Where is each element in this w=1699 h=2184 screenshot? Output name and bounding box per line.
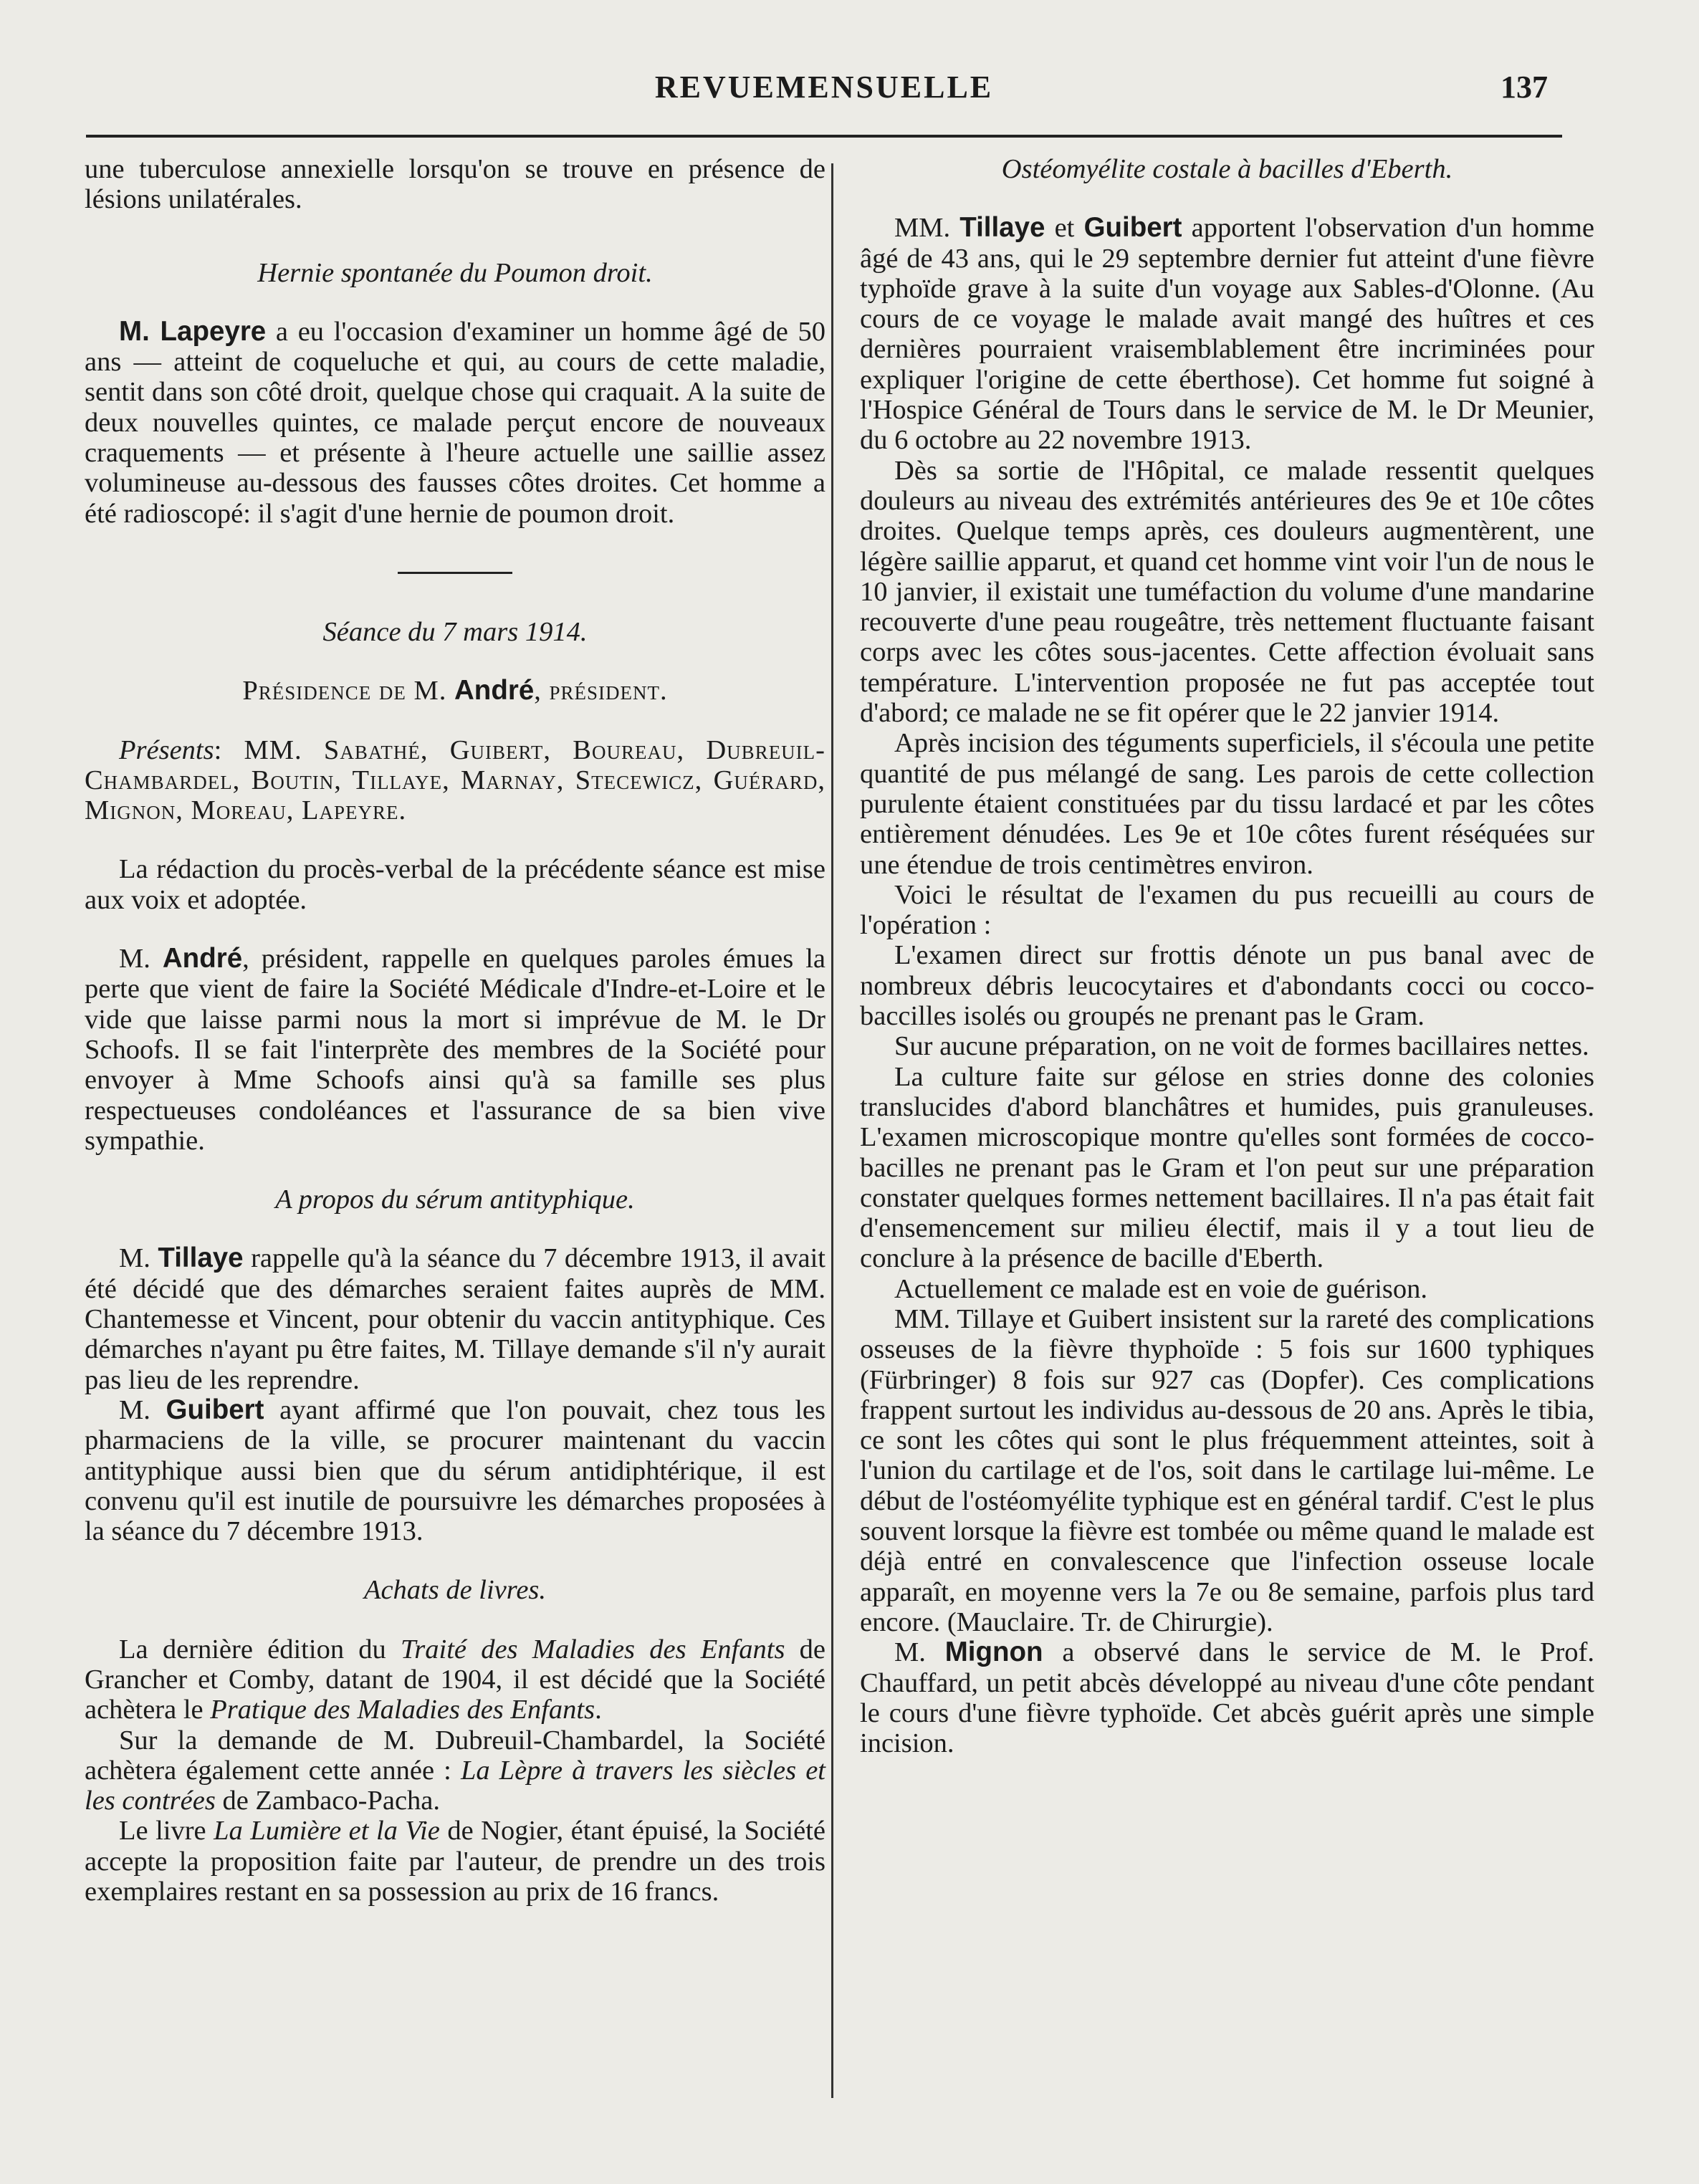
paragraph: M. Mignon a observé dans le service de M. le Prof. Chauffard, un petit abcès développé au niveau d'une côte pendant le cours d'une fièvre typhoïde. Cet abcès guérit après une simple incision. [860, 1637, 1594, 1759]
paragraph: M. Lapeyre a eu l'occasion d'examiner un homme âgé de 50 ans — atteint de coqueluche et qui, au cours de cette maladie, sentit dans son côté droit, quelque chose qui craquait. A la suite de deux nouvelles quintes, ce malade perçut encore de nouveaux craquements — et présente à l'heure actuelle une saillie assez volumineuse au-dessous des fausses côtes droites. Cet homme a été radioscopé: il s'agit d'une hernie de poumon droit. [85, 315, 825, 529]
right-column [860, 154, 1594, 1758]
paragraph: La culture faite sur gélose en stries donne des colonies translucides d'abord blanchâtres et humides, puis granuleuses. L'examen microscopique montre qu'elles sont formées de cocco-bacilles ne prenant pas le Gram et l'on peut sur une préparation constater quelques formes nettement bacillaires. Il n'a pas était fait d'ensemencement sur milieu électif, mais il y a tout lieu de conclure à la présence de bacille d'Eberth. [860, 1061, 1594, 1274]
paragraph: Le livre La Lumière et la Vie de Nogier, étant épuisé, la Société accepte la proposition faite par l'auteur, de prendre un des trois exemplaires restant en sa possession au prix de 16 francs. [85, 1816, 825, 1907]
section-heading: Achats de livres. [363, 1575, 547, 1606]
paragraph: MM. Tillaye et Guibert apportent l'observation d'un homme âgé de 43 ans, qui le 29 septembre dernier fut atteint d'une fièvre typhoïde grave à la suite d'un voyage aux Sables-d'Olonne. (Au cours de ce voyage le malade avait mangé des huîtres et ces dernières pourraient vraisemblablement être incriminées pour expliquer l'origine de cette éberthose). Cet homme fut soigné à l'Hospice Général de Tours dans le service de M. le Dr Meunier, du 6 octobre au 22 novembre 1913. [860, 212, 1594, 456]
section-heading: A propos du sérum antityphique. [275, 1184, 635, 1215]
paragraph: Dès sa sortie de l'Hôpital, ce malade ressentit quelques douleurs au niveau des extrémités antérieures des 9e et 10e côtes droites. Quelque temps après, ces douleurs augmentèrent, une légère saillie apparut, et quand cet homme vint voir l'un de nous le 10 janvier, il existait une tuméfaction du volume d'une mandarine recouverte d'une peau rougeâtre, très nettement fluctuante faisant corps avec les côtes sous-jacentes. Cette affection évoluait sans température. L'intervention proposée ne fut pas acceptée tout d'abord; ce malade ne se fit opérer que le 22 janvier 1914. [860, 455, 1594, 729]
paragraph: Actuellement ce malade est en voie de guérison. [894, 1273, 1428, 1304]
paragraph: Sur la demande de M. Dubreuil-Chambardel, la Société achètera également cette année : La Lèpre à travers les siècles et les contrées de Zambaco-Pacha. [85, 1725, 825, 1816]
paragraph: MM. Tillaye et Guibert insistent sur la rareté des complications osseuses de la fièvre thyphoïde : 5 fois sur 1600 typhiques (Fürbringer) 8 fois sur 927 cas (Dopfer). Ces complications frappent surtout les individus au-dessous de 20 ans. Après le tibia, ce sont les côtes qui sont le plus fréquemment atteintes, soit à l'union du cartilage et de l'os, soit dans le cartilage lui-même. Le début de l'ostéomyélite typhique est en général tardif. C'est le plus souvent lorsque la fièvre est tombée ou même quand le malade est déjà entré en convalescence que l'infection osseuse locale apparaît, en moyenne vers la 7e ou 8e semaine, parfois plus tard encore. (Mauclaire. Tr. de Chirurgie). [860, 1303, 1594, 1637]
section-heading: Ostéomyélite costale à bacilles d'Eberth. [1001, 154, 1453, 184]
paragraph: M. André, président, rappelle en quelques paroles émues la perte que vient de faire la Société Médicale d'Indre-et-Loire et le vide que laisse parmi nous la mort si imprévue de M. le Dr Schoofs. Il se fait l'interprète des membres de la Société pour envoyer à Mme Schoofs ainsi qu'à sa famille ses plus respectueuses condoléances et l'assurance de sa bien vive sympathie. [85, 943, 825, 1156]
left-column [85, 154, 825, 1907]
section-separator [398, 572, 512, 574]
paragraph: M. Guibert ayant affirmé que l'on pouvait, chez tous les pharmaciens de la ville, se procurer maintenant du vaccin antityphique aussi bien que du sérum antidiphtérique, il est convenu qu'il est inutile de poursuivre les démarches proposées à la séance du 7 décembre 1913. [85, 1394, 826, 1547]
column-divider [831, 163, 833, 2098]
paragraph: une tuberculose annexielle lorsqu'on se trouve en présence de lésions unilatérales. [85, 154, 825, 215]
journal-title: REVUEMENSUELLE [654, 70, 994, 105]
presidency-line: Présidence de M. André, président. [242, 675, 668, 707]
paragraph: Voici le résultat de l'examen du pus recueilli au cours de l'opération : [860, 879, 1594, 941]
paragraph: La rédaction du procès-verbal de la précédente séance est mise aux voix et adoptée. [85, 854, 825, 915]
page-number: 137 [1501, 70, 1548, 105]
running-header [86, 69, 1562, 112]
attendees-list: Présents: MM. Sabathé, Guibert, Boureau, Dubreuil-Chambardel, Boutin, Tillaye, Marnay, Stecewicz, Guérard, Mignon, Moreau, Lapeyre. [85, 734, 825, 826]
speaker-name: M. Lapeyre [119, 315, 267, 347]
paragraph: Sur aucune préparation, on ne voit de formes bacillaires nettes. [894, 1031, 1589, 1062]
paragraph: Après incision des téguments superficiels, il s'écoula une petite quantité de pus mélangé de sang. Les parois de cette collection purulente étaient constituées par du tissu lardacé et par les côtes entièrement dénudées. Les 9e et 10e côtes furent réséquées sur une étendue de trois centimètres environ. [860, 728, 1594, 880]
paragraph: M. Tillaye rappelle qu'à la séance du 7 décembre 1913, il avait été décidé que des démarches seraient faites auprès de MM. Chantemesse et Vincent, pour obtenir du vaccin antityphique. Ces démarches n'ayant pu être faites, M. Tillaye demande s'il n'y aurait pas lieu de les reprendre. [85, 1242, 825, 1395]
paragraph: La dernière édition du Traité des Maladies des Enfants de Grancher et Comby, datant de 1904, il est décidé que la Société achètera le Pratique des Maladies des Enfants. [85, 1634, 825, 1725]
session-heading: Séance du 7 mars 1914. [322, 616, 588, 647]
paragraph: L'examen direct sur frottis dénote un pus banal avec de nombreux débris leucocytaires et d'abondants cocci ou cocco-baccilles isolés ou groupés ne prenant pas le Gram. [860, 940, 1594, 1032]
section-heading: Hernie spontanée du Poumon droit. [257, 257, 653, 288]
header-rule [86, 135, 1562, 138]
